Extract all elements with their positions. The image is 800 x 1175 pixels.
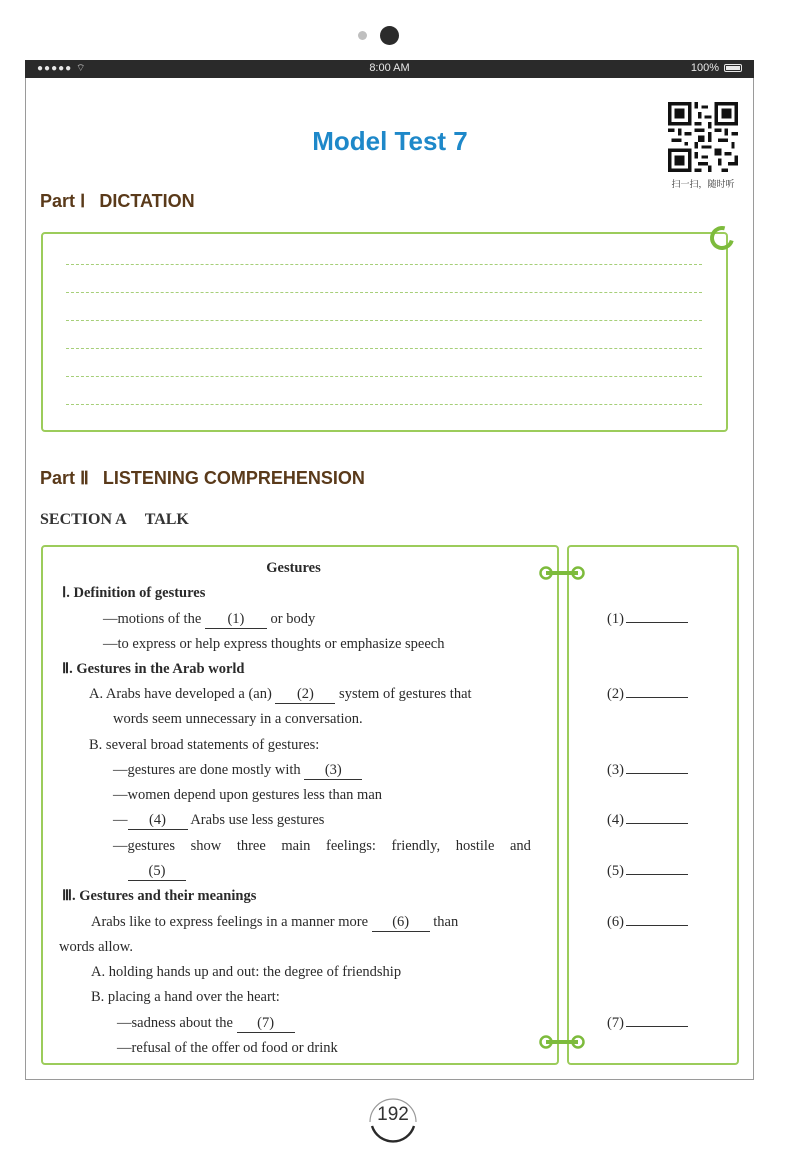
qr-caption: 扫一扫，随时听 [671, 180, 735, 190]
answer-slot-6[interactable] [607, 914, 688, 931]
s3-item-b: B. placing a hand over the heart: [91, 989, 280, 1005]
answer-line[interactable] [626, 622, 688, 623]
answer-slot-1[interactable] [607, 611, 688, 628]
blank-1[interactable]: (1) [205, 611, 267, 629]
s1-line2: —to express or help express thoughts or emphasize speech [103, 636, 445, 652]
s1-line1-text-end: or body [270, 611, 316, 627]
s2-item-a [89, 686, 472, 704]
camera-dot-small [358, 31, 367, 40]
s3-item-b2: —refusal of the offer od food or drink [117, 1040, 338, 1056]
s2-item-b4 [113, 838, 531, 855]
camera-dot [380, 26, 399, 45]
dictation-line[interactable] [66, 320, 702, 321]
b4-word: and [509, 838, 531, 854]
part2-name: LISTENING COMPREHENSION [102, 468, 365, 488]
s2-item-b1 [113, 762, 362, 780]
b4-word: —gestures [113, 838, 176, 854]
b4-word: main [281, 838, 311, 854]
dictation-line[interactable] [66, 348, 702, 349]
s3-item-b1-text: —sadness about the [117, 1015, 233, 1031]
dictation-line[interactable] [66, 292, 702, 293]
answer-label: (2) [607, 686, 624, 702]
b4-word: show [190, 838, 222, 854]
s2-item-a-text: A. Arabs have developed a (an) [89, 686, 272, 702]
answer-line[interactable] [626, 925, 688, 926]
part1-number: Part Ⅰ [40, 191, 86, 211]
blank-7[interactable]: (7) [237, 1015, 295, 1033]
blank-3[interactable]: (3) [304, 762, 362, 780]
b4-word: friendly, [391, 838, 441, 854]
answer-slot-2[interactable] [607, 686, 688, 703]
s3-paragraph-text-end: than [433, 914, 459, 930]
s3-paragraph [91, 914, 458, 932]
s1-line1 [103, 611, 315, 629]
dictation-line[interactable] [66, 264, 702, 265]
section-a-label: SECTION A [40, 511, 127, 528]
answer-slot-3[interactable] [607, 762, 688, 779]
blank-6[interactable]: (6) [372, 914, 430, 932]
dictation-line[interactable] [66, 404, 702, 405]
s2-item-a-continued: words seem unnecessary in a conversation. [113, 711, 363, 727]
part2-heading [40, 468, 365, 489]
binder-clip-icon [539, 1035, 585, 1049]
blank-2[interactable]: (2) [275, 686, 335, 704]
answer-label: (4) [607, 812, 624, 828]
s2-item-a-text-end: system of gestures that [339, 686, 472, 702]
answer-label: (6) [607, 914, 624, 930]
s1-heading: Ⅰ. Definition of gestures [62, 585, 206, 601]
dictation-box[interactable] [41, 232, 728, 432]
answer-label: (1) [607, 611, 624, 627]
s2-item-b3-dash: — [113, 812, 128, 828]
part1-heading [40, 191, 195, 212]
section-a-name: TALK [144, 511, 189, 528]
s1-line1-text: —motions of the [103, 611, 202, 627]
qr-code-icon[interactable] [668, 102, 738, 172]
battery-icon [724, 64, 742, 72]
page-number: 192 [377, 1104, 409, 1125]
s2-heading: Ⅱ. Gestures in the Arab world [62, 661, 245, 677]
blank-4[interactable]: (4) [128, 812, 188, 830]
s3-item-a: A. holding hands up and out: the degree of friendship [91, 964, 402, 980]
answer-label: (3) [607, 762, 624, 778]
status-bar [25, 60, 754, 78]
s3-paragraph-text: Arabs like to express feelings in a manner more [91, 914, 369, 930]
answer-line[interactable] [626, 1026, 688, 1027]
s2-item-b2: —women depend upon gestures less than man [113, 787, 383, 803]
answer-slot-5[interactable] [607, 863, 688, 880]
answer-line[interactable] [626, 773, 688, 774]
b4-word: three [236, 838, 266, 854]
part1-name: DICTATION [99, 191, 195, 211]
page-title: Model Test 7 [312, 126, 468, 156]
answer-label: (5) [607, 863, 624, 879]
part2-number: Part Ⅱ [40, 468, 89, 488]
status-time: 8:00 AM [369, 62, 410, 74]
b4-word: hostile [455, 838, 495, 854]
answer-line[interactable] [626, 874, 688, 875]
signal-icon: ●●●●● ⌔ [37, 63, 87, 74]
blank-5[interactable]: (5) [128, 863, 186, 881]
s3-heading: Ⅲ. Gestures and their meanings [62, 888, 257, 904]
answer-slot-7[interactable] [607, 1015, 688, 1032]
answer-slot-4[interactable] [607, 812, 688, 829]
b4-word: feelings: [326, 838, 376, 854]
s2-item-b1-text: —gestures are done mostly with [113, 762, 301, 778]
section-a-heading [40, 511, 189, 529]
outline-heading: Gestures [266, 560, 321, 576]
s2-item-b4-continued [128, 863, 186, 881]
battery-status [691, 62, 742, 74]
s3-paragraph-continued: words allow. [59, 939, 133, 955]
answer-line[interactable] [626, 823, 688, 824]
dictation-line[interactable] [66, 376, 702, 377]
answer-label: (7) [607, 1015, 624, 1031]
s3-item-b1 [117, 1015, 295, 1033]
s2-item-b3-text: Arabs use less gestures [190, 812, 325, 828]
answer-line[interactable] [626, 697, 688, 698]
s2-item-b3 [113, 812, 324, 830]
s2-item-b: B. several broad statements of gestures: [89, 737, 320, 753]
battery-percent: 100% [690, 62, 719, 74]
